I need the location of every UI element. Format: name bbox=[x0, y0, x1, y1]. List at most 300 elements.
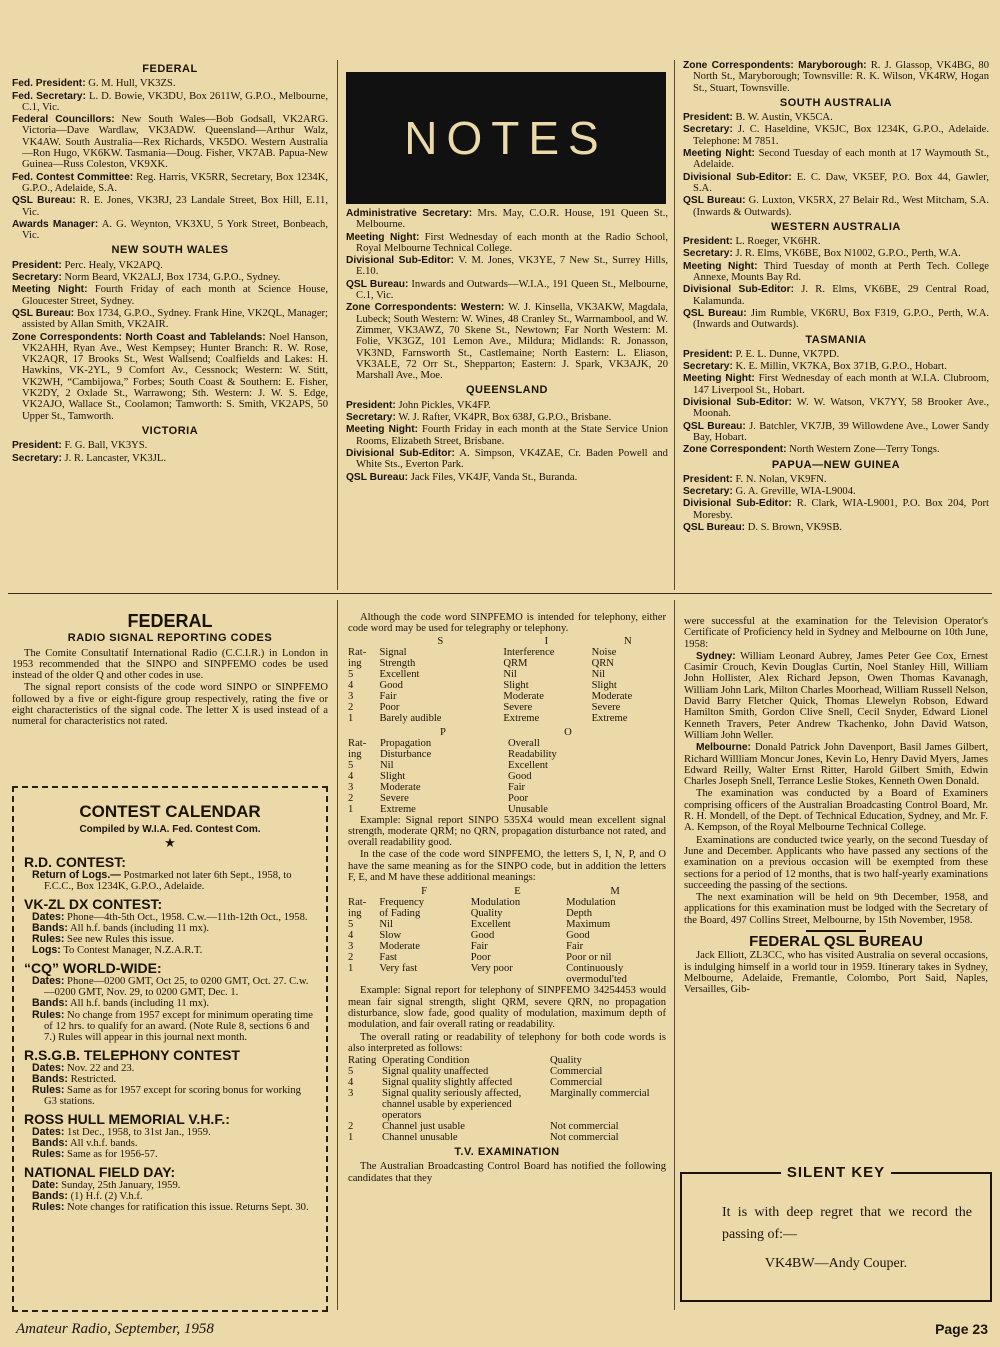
entry-text: New South Wales—Bob Godsall, VK2ARG. Victoria—Dave Wardlaw, VK3ADW. Queensland—Arthur Walz, VK4AW. South Australia—Rex Richards, VK5DO. Western Australia—Ron Hugo, VK6KW. Tasmania—Doug. Fisher, VK7AB. Papua-New Guinea—Russ Coleston, VK9XK. bbox=[22, 114, 329, 171]
sinpo-table-sin bbox=[348, 636, 666, 724]
rating-table bbox=[348, 636, 666, 724]
contest-detail-text: See new Rules this issue. bbox=[67, 934, 174, 946]
contest-detail-text: Sunday, 25th January, 1959. bbox=[61, 1179, 181, 1191]
codes-paragraph-1: The Comite Consultatif International Radio (C.C.I.R.) in London in 1953 recommended that the SINPO and SINPFEMO codes be used instead of the older Q and other codes in use. bbox=[12, 647, 328, 682]
contest-heading: “CQ” WORLD-WIDE: bbox=[24, 959, 162, 976]
entry-label: President: bbox=[683, 112, 733, 124]
entry bbox=[346, 448, 668, 471]
exam-schedule-paragraph: Examinations are conducted twice yearly, on the second Tuesday of June and December. Applicants who have passed any sections of the examination on a previous occasion will be exempted from these sections for a period of 12 months, that is two half-yearly examinations succeeding the passing of the sections. bbox=[684, 834, 988, 891]
contest-detail-label: Dates: bbox=[32, 1061, 65, 1074]
lower-column-3 bbox=[684, 616, 988, 997]
table-cell: Moderate bbox=[380, 781, 421, 793]
table-cell: Rat- bbox=[348, 897, 367, 909]
entry-label: Secretary: bbox=[346, 412, 396, 424]
table-cell: 4 bbox=[348, 930, 354, 942]
codes-heading: RADIO SIGNAL REPORTING CODES bbox=[67, 632, 273, 645]
table-cell: Commercial bbox=[550, 1066, 603, 1078]
table-cell: Signal quality unaffected bbox=[382, 1066, 489, 1078]
column-rule-2 bbox=[674, 60, 675, 590]
table-cell: Slight bbox=[591, 679, 617, 691]
contest-detail-text: (1) H.f. (2) V.h.f. bbox=[70, 1190, 143, 1202]
sydney-candidates bbox=[684, 651, 988, 741]
entry-label: President: bbox=[346, 399, 396, 411]
table-cell: Poor bbox=[470, 952, 491, 964]
entry bbox=[12, 78, 328, 89]
entry bbox=[12, 440, 328, 451]
silent-key-name: VK4BW—Andy Couper. bbox=[764, 1256, 908, 1271]
next-exam-paragraph: The next examination will be held on 9th December, 1958, and applications for this examination must be lodged with the Secretary of the Board, 497 Collins Street, Melbourne, by 15th November, 1958. bbox=[684, 892, 988, 926]
table-cell: Moderate bbox=[503, 690, 544, 702]
table-cell: Signal bbox=[379, 646, 407, 658]
entry-text: K. E. Millin, VK7KA, Box 371B, G.P.O., Hobart. bbox=[735, 361, 947, 373]
entry-label: President: bbox=[12, 440, 62, 452]
contest-detail bbox=[24, 1202, 316, 1213]
table-cell: Strength bbox=[379, 657, 416, 669]
table-cell: Slight bbox=[380, 770, 406, 782]
notes-title-block bbox=[346, 72, 666, 204]
contest-detail bbox=[24, 923, 316, 934]
entry bbox=[683, 421, 989, 444]
entry-label: Meeting Night: bbox=[683, 373, 755, 385]
entry bbox=[12, 453, 328, 464]
contest-heading: NATIONAL FIELD DAY: bbox=[24, 1163, 176, 1180]
tasmania-heading: TASMANIA bbox=[805, 333, 867, 346]
table-cell: 2 bbox=[348, 701, 354, 713]
table-cell: Extreme bbox=[503, 712, 540, 724]
entry-label: QSL Bureau: bbox=[12, 307, 75, 319]
table-cell: Channel just usable bbox=[382, 1121, 465, 1133]
table-cell: Quality bbox=[470, 908, 503, 920]
entry-label: Meeting Night: bbox=[683, 260, 758, 272]
entry bbox=[346, 255, 668, 278]
table-cell: 1 bbox=[348, 803, 354, 815]
contest-calendar-subtitle: Compiled by W.I.A. Fed. Contest Com. bbox=[79, 824, 261, 835]
contest-detail-text: 1st Dec., 1958, to 31st Jan., 1959. bbox=[67, 1126, 211, 1138]
contest-detail-text: Phone—0200 GMT, Oct 25, to 0200 GMT, Oct. 27. C.w.—0200 GMT, Nov. 29, to 0200 GMT, Dec. 1. bbox=[44, 975, 309, 999]
table-row bbox=[348, 897, 666, 908]
papua-new-guinea-entries bbox=[683, 474, 989, 533]
table-cell: Rat- bbox=[348, 646, 367, 658]
entry-text: R. J. Glassop, VK4BG, 80 North St., Maryborough; Townsville: R. K. Wilson, VK4RW, Hogan St., Stuart, Townsville. bbox=[693, 60, 989, 94]
table-row bbox=[348, 963, 666, 985]
federal-entries bbox=[12, 78, 328, 241]
table-row bbox=[348, 908, 666, 919]
contest-detail bbox=[24, 934, 316, 945]
entry-text: F. G. Ball, VK3YS. bbox=[64, 440, 148, 452]
sinpfemo-table-fem bbox=[348, 886, 666, 985]
entry-label: President: bbox=[683, 348, 733, 360]
contest-detail-text: No change from 1957 except for minimum operating time of 12 hrs. to qualify for an award. (Note Rule 8, sections 6 and 7.) Rules will appear in this journal next month. bbox=[44, 1009, 313, 1044]
queensland-entries bbox=[346, 400, 668, 483]
nsw-heading: NEW SOUTH WALES bbox=[111, 244, 229, 257]
table-cell: 1 bbox=[348, 712, 354, 724]
entry-label: Secretary: bbox=[683, 248, 733, 260]
contest-detail-label: Dates: bbox=[32, 910, 65, 923]
entry bbox=[683, 474, 989, 485]
contest-detail bbox=[24, 870, 316, 893]
table-cell: Slow bbox=[379, 930, 402, 942]
entry-text: G. A. Greville, WIA-L9004. bbox=[735, 486, 856, 498]
entry-label: Fed. Secretary: bbox=[12, 90, 86, 102]
entry-text: Inwards and Outwards—W.I.A., 191 Queen St., Melbourne, C.1, Vic. bbox=[356, 278, 668, 302]
rating-table bbox=[348, 727, 630, 815]
table-cell: 2 bbox=[348, 952, 354, 964]
entry-text: Fourth Friday in each month at the State Service Union Rooms, Elizabeth Street, Brisbane. bbox=[356, 424, 668, 447]
queensland-heading: QUEENSLAND bbox=[465, 384, 548, 397]
contest-detail bbox=[24, 945, 316, 956]
table-cell: Noise bbox=[591, 646, 617, 658]
table-cell: Very poor bbox=[470, 963, 513, 975]
entry-text: J. R. Lancaster, VK3JL. bbox=[64, 452, 166, 464]
table-cell: ing bbox=[348, 748, 362, 760]
table-cell: Nil bbox=[591, 668, 606, 680]
contest-detail-label: Rules: bbox=[32, 1201, 65, 1214]
federal-heading: FEDERAL bbox=[142, 63, 198, 75]
table-cell: Maximum bbox=[566, 919, 611, 931]
entry-text: Mrs. May, C.O.R. House, 191 Queen St., Melbourne. bbox=[356, 208, 668, 231]
entry-label: Divisional Sub-Editor: bbox=[683, 498, 792, 510]
contest-detail-text: Phone—4th-5th Oct., 1958. C.w.—11th-12th Oct., 1958. bbox=[67, 911, 308, 923]
table-cell: Fair bbox=[508, 781, 526, 793]
entry-text: North Western Zone—Terry Tongs. bbox=[789, 444, 940, 456]
table-row bbox=[348, 749, 630, 760]
contest-detail-label: Return of Logs.— bbox=[32, 869, 121, 881]
tv-examination-heading: T.V. EXAMINATION bbox=[454, 1146, 560, 1159]
table-cell: Poor bbox=[379, 701, 400, 713]
table-cell: Moderate bbox=[379, 941, 420, 953]
table-cell: Not commercial bbox=[550, 1121, 619, 1133]
contest-detail-label: Bands: bbox=[32, 1072, 68, 1085]
exam-board-paragraph: The examination was conducted by a Board of Examiners comprising officers of the Australian Broadcasting Control Board, Mr. R. H. Mondell, of the Dept. of Technical Education, Sydney, and Mr. F. A. Kempson, of the Royal Melbourne Technical College. bbox=[684, 788, 988, 834]
table-cell: ing bbox=[348, 657, 362, 669]
entry-text: F. N. Nolan, VK9FN. bbox=[735, 473, 827, 485]
entry-text: R. E. Jones, VK3RJ, 23 Landale Street, Box Hill, E.11, Vic. bbox=[22, 195, 328, 218]
entry-label: QSL Bureau: bbox=[683, 307, 747, 319]
table-cell: 2 bbox=[348, 792, 354, 804]
table-row bbox=[348, 941, 666, 952]
table-cell: Good bbox=[508, 770, 532, 782]
contest-heading: VK-ZL DX CONTEST: bbox=[24, 895, 163, 912]
entry-text: First Wednesday of each month at W.I.A. Clubroom, 147 Liverpool St., Hobart. bbox=[693, 373, 989, 396]
entry bbox=[683, 112, 989, 123]
table-row bbox=[348, 1121, 662, 1132]
table-row bbox=[348, 760, 630, 771]
entry bbox=[12, 260, 328, 271]
entry-text: Fourth Friday of each month at Science House, Gloucester Street, Sydney. bbox=[22, 284, 328, 307]
entry bbox=[346, 232, 668, 255]
table-cell: Depth bbox=[566, 908, 593, 920]
entry bbox=[683, 486, 989, 497]
sinpfemo-example: Example: Signal report for telephony of SINPFEMO 34254453 would mean fair signal strength, slight QRM, severe QRN, no propagation disturbance, slow fade, good quality of modulation, maximum depth of modulation, and fair overall rating or readability. bbox=[348, 985, 666, 1031]
table-row bbox=[348, 919, 666, 930]
table-cell: O bbox=[564, 726, 572, 738]
melbourne-names: Donald Patrick John Davenport, Basil James Gilbert, Richard Willliam Moncur Jones, Kevin Lo, Henry David Myers, James Edward Reilly, Walter Ernst Ritter, Harold Gilbert Smith, Edwin Charles Joseph Snell, Terrance Leslie Stokes, Kenneth Owen Donald. bbox=[684, 742, 988, 788]
entry bbox=[346, 400, 668, 411]
entry-label: Meeting Night: bbox=[12, 284, 88, 296]
entry-label: QSL Bureau: bbox=[683, 521, 746, 533]
tv-continued: were successful at the examination for the Television Operator's Certificate of Proficiency held in Sydney and Melbourne on 10th June, 1958: bbox=[684, 616, 988, 650]
contest-detail-text: To Contest Manager, N.Z.A.R.T. bbox=[63, 945, 203, 957]
table-cell: Severe bbox=[503, 701, 533, 713]
table-cell: Not commercial bbox=[550, 1132, 619, 1144]
table-row bbox=[348, 930, 666, 941]
entry-label: President: bbox=[683, 473, 733, 485]
contest-detail bbox=[24, 998, 316, 1009]
entry bbox=[12, 272, 328, 283]
entry bbox=[683, 361, 989, 372]
entry-label: Divisional Sub-Editor: bbox=[346, 447, 455, 459]
entry-text: B. W. Austin, VK5CA. bbox=[735, 112, 833, 124]
table-row bbox=[348, 727, 630, 738]
table-cell: Fair bbox=[379, 690, 397, 702]
contest-detail-label: Bands: bbox=[32, 997, 68, 1010]
entry-text: R. Clark, WIA-L9001, P.O. Box 204, Port Moresby. bbox=[693, 498, 989, 521]
entry-text: E. C. Daw, VK5EF, P.O. Box 44, Gawler, S.A. bbox=[693, 171, 989, 194]
table-row bbox=[348, 782, 630, 793]
entry-text: J. R. Elms, VK6BE, Box N1002, G.P.O., Perth, W.A. bbox=[735, 248, 961, 260]
table-cell: 3 bbox=[348, 1088, 354, 1100]
table-cell: Frequency bbox=[379, 897, 425, 909]
western-australia-heading: WESTERN AUSTRALIA bbox=[771, 220, 901, 233]
table-row bbox=[348, 1077, 662, 1088]
table-cell: P bbox=[440, 726, 446, 738]
entry-label: Zone Correspondent: bbox=[683, 444, 787, 456]
table-cell: Channel unusable bbox=[382, 1132, 458, 1144]
sinpfemo-explanation: In the case of the code word SINPFEMO, the letters S, I, N, P, and O have the same meaning as for the SINPO code, but in addition the letters F, E, and M have these additional meanings: bbox=[348, 849, 666, 884]
entry-label: Divisional Sub-Editor: bbox=[683, 284, 794, 296]
table-cell: Quality bbox=[550, 1055, 582, 1067]
victoria-entries bbox=[12, 440, 328, 464]
entry-text: Third Tuesday of month at Perth Tech. College Annexe, Mounts Bay Rd. bbox=[693, 260, 989, 284]
entry-label: Fed. Contest Committee: bbox=[12, 171, 134, 183]
victoria-continued-entries bbox=[346, 208, 668, 381]
entry-label: QSL Bureau: bbox=[346, 471, 409, 483]
contest-detail bbox=[24, 1085, 316, 1108]
top-column-3 bbox=[683, 60, 989, 534]
entry bbox=[683, 261, 989, 284]
federal-title: FEDERAL bbox=[127, 611, 213, 631]
entry bbox=[12, 308, 328, 331]
entry bbox=[12, 195, 328, 218]
contest-detail-label: Date: bbox=[32, 1178, 59, 1191]
contest-detail bbox=[24, 976, 316, 999]
entry-label: Divisional Sub-Editor: bbox=[683, 171, 792, 183]
sinpo-example: Example: Signal report SINPO 535X4 would mean excellent signal strength, moderate QRM; no QRN, propagation disturbance not rated, and overall readability good. bbox=[348, 814, 666, 849]
entry bbox=[683, 195, 989, 218]
entry bbox=[346, 302, 668, 381]
table-cell: S bbox=[437, 635, 444, 647]
contest-list bbox=[14, 854, 326, 1214]
south-australia-heading: SOUTH AUSTRALIA bbox=[779, 96, 893, 109]
readability-intro: The overall rating or readability of telephony for both code words is also interpreted as follows: bbox=[348, 1031, 666, 1054]
silent-key-text: It is with deep regret that we record the passing of:— bbox=[722, 1205, 972, 1242]
entry bbox=[683, 522, 989, 533]
top-column-2 bbox=[346, 208, 668, 484]
entry-label: QSL Bureau: bbox=[346, 278, 409, 290]
entry-label: Administrative Secretary: bbox=[346, 208, 473, 219]
table-cell: of Fading bbox=[379, 908, 421, 920]
table-cell: Moderate bbox=[591, 690, 633, 702]
table-row bbox=[348, 738, 630, 749]
contest-detail-label: Rules: bbox=[32, 933, 65, 946]
entry-text: John Pickles, VK4FP. bbox=[398, 399, 491, 411]
top-column-1 bbox=[12, 60, 328, 465]
entry-label: President: bbox=[12, 259, 62, 271]
notes-title: NOTES bbox=[404, 112, 608, 164]
entry-label: QSL Bureau: bbox=[683, 195, 746, 207]
nsw-entries bbox=[12, 260, 328, 422]
sydney-label: Sydney: bbox=[696, 650, 736, 662]
tv-examination-paragraph: The Australian Broadcasting Control Board has notified the following candidates that they bbox=[348, 1161, 666, 1184]
table-cell: Operating Condition bbox=[382, 1055, 470, 1067]
entry-label: Federal Councillors: bbox=[12, 114, 115, 126]
entry bbox=[683, 284, 989, 307]
entry-text: Reg. Harris, VK5RR, Secretary, Box 1234K, G.P.O., Adelaide, S.A. bbox=[22, 171, 328, 194]
entry-text: J. C. Haseldine, VK5JC, Box 1234K, G.P.O., Adelaide. Telephone: M 7851. bbox=[693, 124, 989, 147]
contest-detail-label: Dates: bbox=[32, 1125, 65, 1138]
contest-detail-text: All v.h.f. bands. bbox=[69, 1138, 138, 1150]
entry-text: First Wednesday of each month at the Radio School, Royal Melbourne Technical College. bbox=[356, 231, 668, 254]
contest-detail-text: Note changes for ratification this issue. Returns Sept. 30. bbox=[67, 1202, 309, 1214]
footer-page-number: Page 23 bbox=[935, 1321, 988, 1337]
entry-label: QSL Bureau: bbox=[683, 420, 746, 432]
contest-detail-label: Bands: bbox=[32, 921, 68, 934]
table-cell: Disturbance bbox=[380, 748, 432, 760]
column-rule-3 bbox=[337, 600, 338, 1310]
contest-detail bbox=[24, 1138, 316, 1149]
table-row bbox=[348, 1066, 662, 1077]
table-cell: Nil bbox=[379, 919, 393, 931]
table-cell: Propagation bbox=[380, 737, 432, 749]
table-cell: Extreme bbox=[380, 803, 416, 815]
entry-text: W. J. Rafter, VK4PR, Box 638J, G.P.O., Brisbane. bbox=[398, 412, 612, 424]
entry bbox=[12, 219, 328, 242]
contest-detail-text: Same as for 1956-57. bbox=[67, 1149, 158, 1161]
table-cell: Continuously overmodul'ted bbox=[566, 963, 627, 986]
qsl-bureau-paragraph: Jack Elliott, ZL3CC, who has visited Australia on several occasions, is indulging himself in a world tour in 1959. Itinerary takes in Sydney, Melbourne, Adelaide, Fremantle, Colombo, Port Said, Naples, Versailles, Gib- bbox=[684, 950, 988, 996]
table-cell bbox=[348, 886, 379, 897]
entry-label: President: bbox=[683, 236, 733, 248]
table-cell: Commercial bbox=[550, 1077, 603, 1089]
entry-label: Zone Correspondents: Maryborough: bbox=[683, 60, 867, 71]
tasmania-entries bbox=[683, 349, 989, 456]
entry-label: Fed. President: bbox=[12, 78, 86, 90]
table-cell: 5 bbox=[348, 759, 354, 771]
entry-label: Meeting Night: bbox=[683, 148, 755, 160]
entry-text: A. Simpson, VK4ZAE, Cr. Baden Powell and White Sts., Everton Park. bbox=[356, 447, 668, 471]
table-row bbox=[348, 952, 666, 963]
entry bbox=[683, 308, 989, 331]
table-cell: Interference bbox=[503, 646, 555, 658]
contest-detail-label: Rules: bbox=[32, 1008, 65, 1021]
table-cell: Excellent bbox=[470, 919, 511, 931]
entry-text: L. D. Bowie, VK3DU, Box 2611W, G.P.O., Melbourne, C.1, Vic. bbox=[22, 90, 328, 113]
contest-detail-label: Dates: bbox=[32, 974, 65, 987]
entry-label: Divisional Sub-Editor: bbox=[346, 255, 455, 267]
entry-text: G. Luxton, VK5RX, 27 Belair Rd., West Mitcham, S.A. (Inwards & Outwards). bbox=[693, 195, 989, 218]
table-cell: 4 bbox=[348, 679, 354, 691]
table-cell: 5 bbox=[348, 668, 354, 680]
entry-text: J. Batchler, VK7JB, 39 Willowdene Ave., Lower Sandy Bay, Hobart. bbox=[693, 420, 989, 443]
victoria-heading: VICTORIA bbox=[141, 424, 199, 437]
table-cell: Readability bbox=[508, 748, 557, 760]
entry-text: J. R. Elms, VK6BE, 29 Central Road, Kalamunda. bbox=[693, 284, 989, 307]
entry-text: Second Tuesday of each month at 17 Waymouth St., Adelaide. bbox=[693, 148, 989, 171]
table-cell: N bbox=[623, 635, 632, 647]
contest-detail bbox=[24, 1074, 316, 1085]
entry bbox=[12, 91, 328, 114]
melbourne-candidates bbox=[684, 742, 988, 787]
table-cell bbox=[348, 727, 380, 738]
entry bbox=[683, 397, 989, 420]
footer-issue: Amateur Radio, September, 1958 bbox=[16, 1321, 214, 1337]
contest-detail-label: Logs: bbox=[32, 944, 61, 957]
table-cell: E bbox=[514, 886, 521, 898]
entry-text: Norm Beard, VK2ALJ, Box 1734, G.P.O., Sydney. bbox=[64, 272, 281, 284]
table-cell: Rating bbox=[348, 1055, 377, 1067]
entry-label: Meeting Night: bbox=[346, 231, 420, 243]
queensland-continued-entries bbox=[683, 60, 989, 94]
entry bbox=[346, 412, 668, 423]
entry bbox=[346, 279, 668, 302]
entry-text: W. W. Watson, VK7YY, 58 Brooker Ave., Moonah. bbox=[693, 397, 989, 420]
entry-label: Awards Manager: bbox=[12, 218, 99, 230]
entry bbox=[683, 172, 989, 195]
table-cell: Excellent bbox=[508, 759, 549, 771]
table-cell: Signal quality seriously affected, channel usable by experienced operators bbox=[382, 1088, 522, 1122]
table-cell: 1 bbox=[348, 1132, 354, 1144]
western-australia-entries bbox=[683, 236, 989, 330]
table-cell: I bbox=[544, 635, 549, 647]
table-cell: Severe bbox=[380, 792, 409, 804]
table-cell: Signal quality slightly affected bbox=[382, 1077, 513, 1089]
entry-label: Meeting Night: bbox=[346, 424, 419, 436]
table-cell: F bbox=[421, 886, 427, 898]
contest-detail-text: All h.f. bands (including 11 mx). bbox=[69, 922, 210, 934]
contest-detail-text: Nov. 22 and 23. bbox=[67, 1062, 135, 1074]
lower-column-2 bbox=[348, 612, 666, 1185]
contest-heading: R.D. CONTEST: bbox=[24, 854, 126, 870]
table-row bbox=[348, 793, 630, 804]
entry-label: QSL Bureau: bbox=[12, 195, 76, 207]
column-rule-1 bbox=[337, 60, 338, 590]
entry-label: Divisional Sub-Editor: bbox=[683, 397, 792, 409]
table-cell: QRN bbox=[591, 657, 614, 669]
entry-text: A. G. Weynton, VK3XU, 5 York Street, Bonbeach, Vic. bbox=[22, 218, 328, 242]
entry-text: G. M. Hull, VK3ZS. bbox=[88, 78, 176, 90]
table-cell: Marginally commercial bbox=[550, 1088, 650, 1100]
table-cell: Good bbox=[566, 930, 590, 942]
entry bbox=[683, 498, 989, 521]
table-cell: Extreme bbox=[591, 712, 628, 724]
table-cell: Good bbox=[470, 930, 495, 942]
column-rule-4 bbox=[674, 600, 675, 1310]
table-row bbox=[348, 886, 666, 897]
contest-detail-text: Postmarked not later 6th Sept., 1958, to F.C.C., Box 1234K, G.P.O., Adelaide. bbox=[44, 870, 292, 893]
melbourne-label: Melbourne: bbox=[696, 742, 751, 754]
table-cell: QRM bbox=[503, 657, 528, 669]
table-row bbox=[348, 713, 666, 724]
readability-table bbox=[348, 1055, 666, 1143]
entry bbox=[683, 148, 989, 171]
table-row bbox=[348, 702, 666, 713]
entry bbox=[12, 114, 328, 170]
table-row bbox=[348, 669, 666, 680]
entry-text: Noel Hanson, VK2AHH, Ryan Ave., West Kempsey; Hunter Branch: R. W. Rose, VK2AQR, 17 Brooks St., West Wallsend; Coalfields and Lakes: H. Hawkins, VK-2YL, 9 Comfort Av., Cessnock; Western: W. Stitt, VK2WH, “Cambijowa,” Forbes; South Coast & Southern: E. Fisher, VK2DY, 2 Oxlade St., Warrawong; Sth. Western: J. W. S. Edge, VK2AJO, Wallace St., Coolamon; Tamworth: S. Smith, VK2APS, 50 Upper St., Tamworth. bbox=[22, 331, 328, 422]
silent-key-title: SILENT KEY bbox=[781, 1164, 891, 1181]
table-cell: Nil bbox=[503, 668, 517, 680]
entry bbox=[683, 444, 989, 455]
